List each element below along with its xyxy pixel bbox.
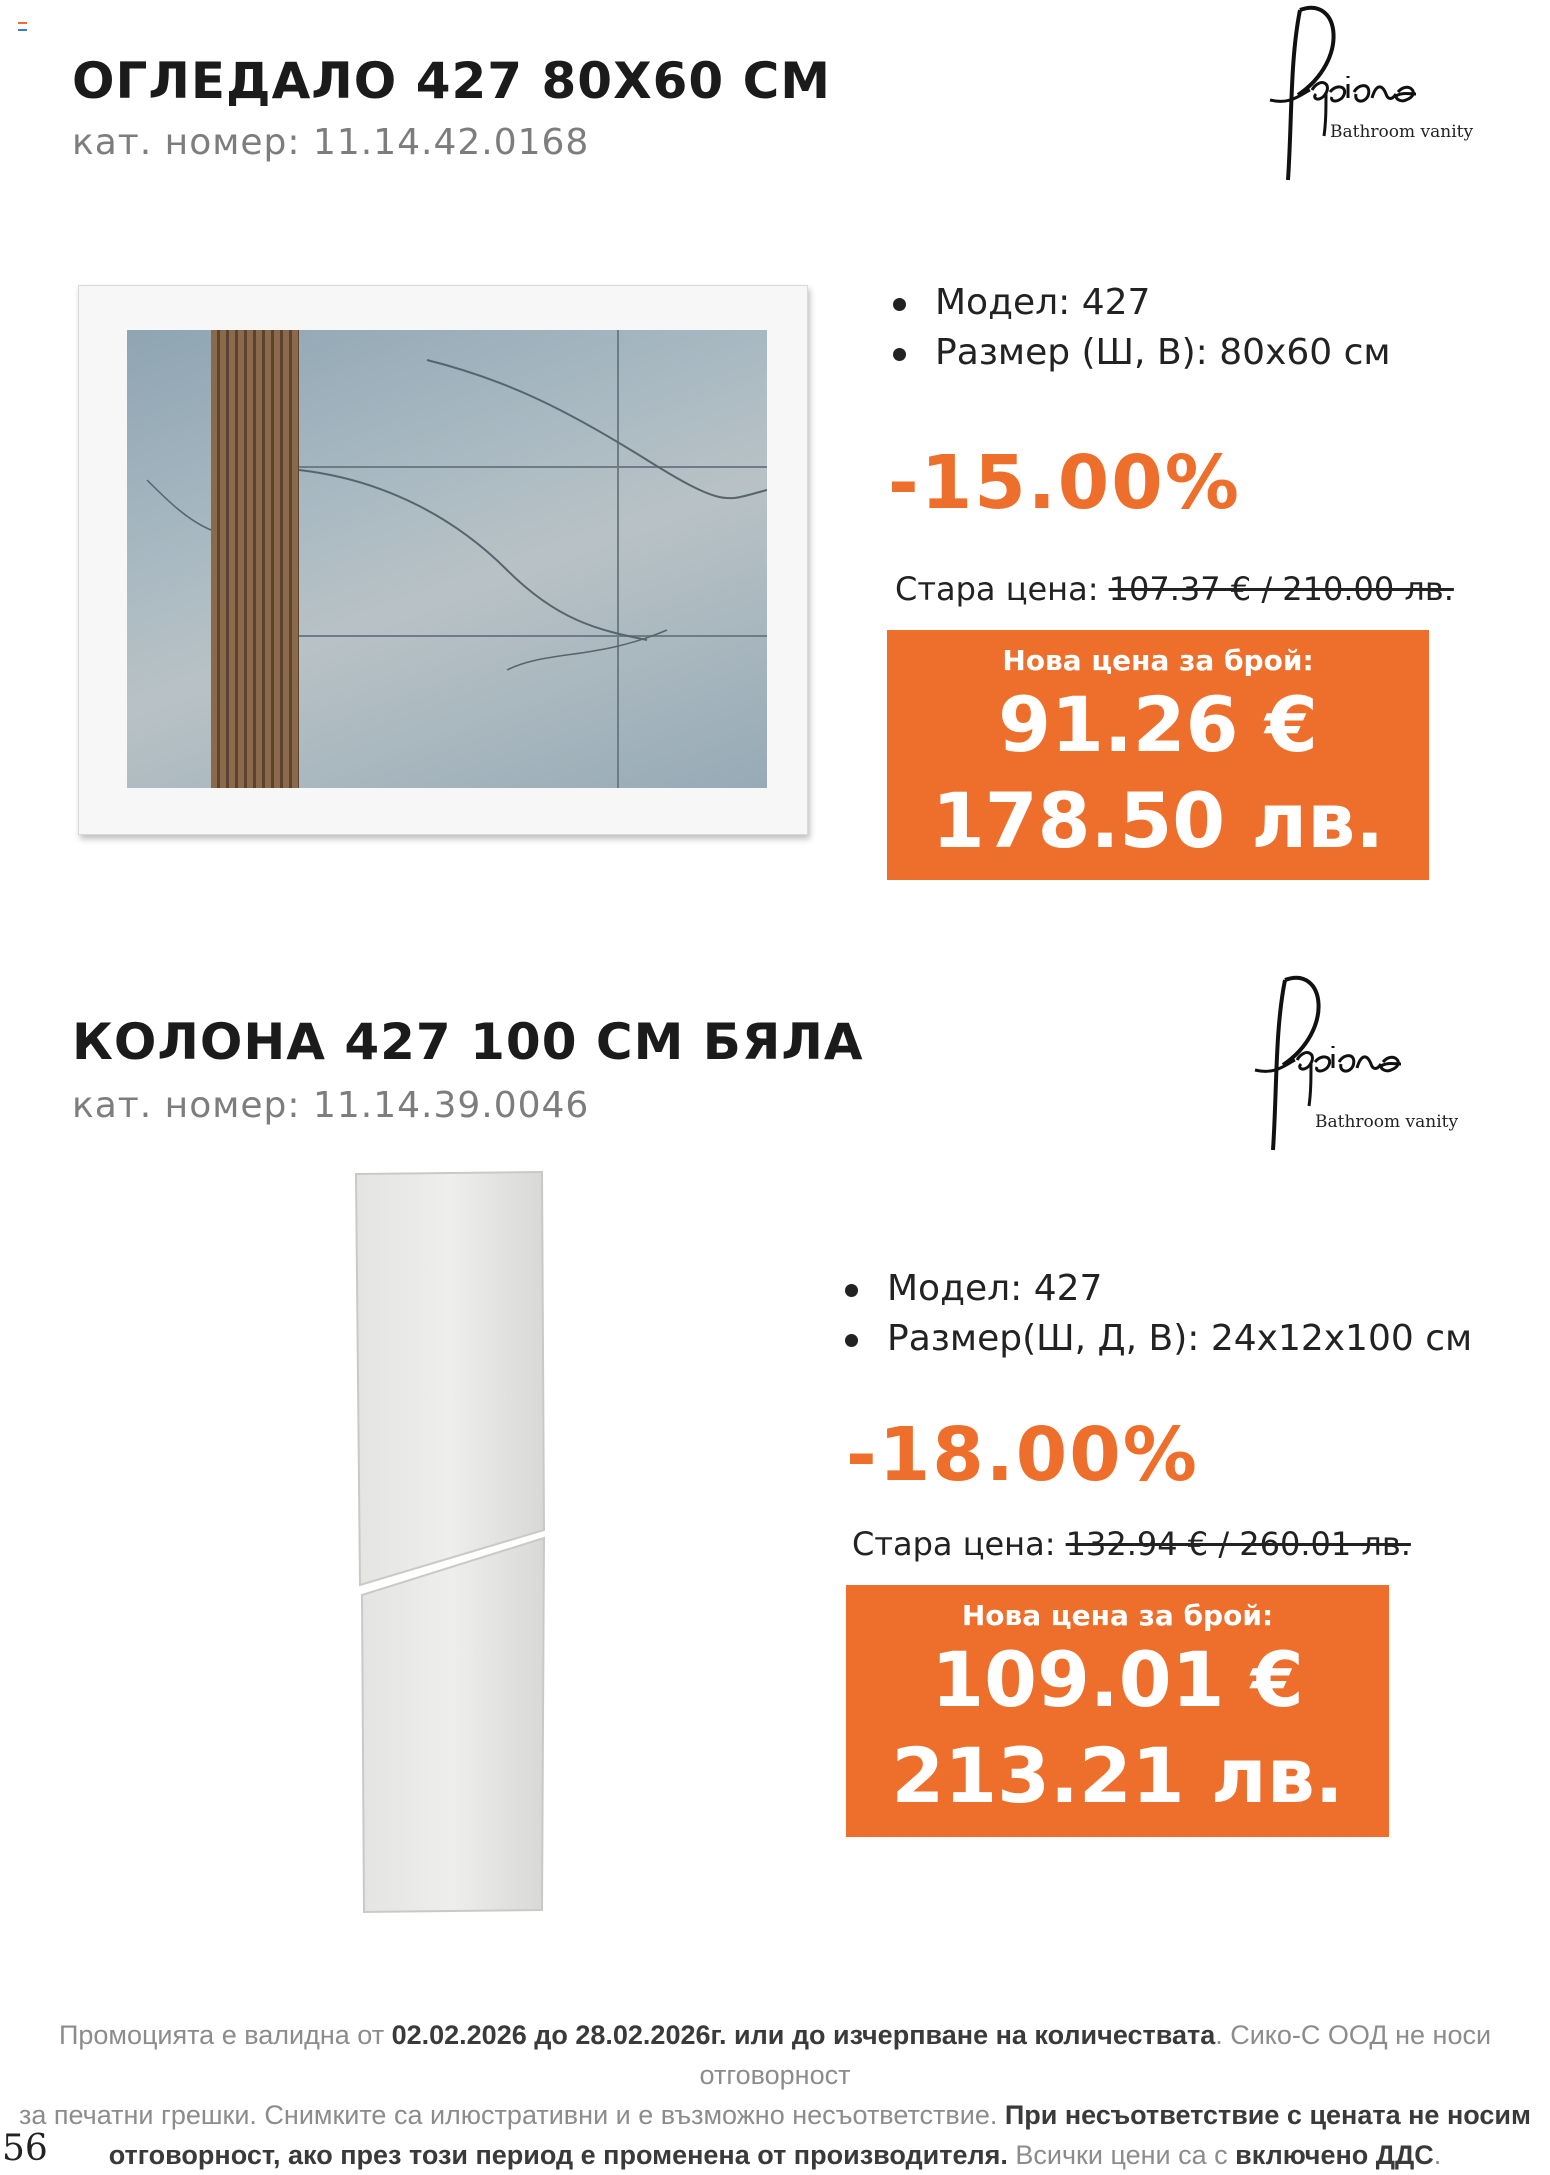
new-price-box: [846, 1585, 1389, 1837]
spec-item: Размер (Ш, В): 80x60 см: [885, 328, 1391, 378]
footer-text: Промоцията е валидна от: [58, 2020, 392, 2050]
new-price-bgn: 178.50 лв.: [931, 776, 1385, 865]
footer-bold-text: 02.02.2026 до 28.02.2026г. или до изчерпване на количествата: [391, 2020, 1216, 2050]
old-price-label: Стара цена:: [852, 1525, 1066, 1563]
catalog-number: кат. номер: 11.14.39.0046: [72, 1085, 590, 1126]
product-title: КОЛОНА 427 100 СМ БЯЛА: [72, 1013, 864, 1071]
mirror-reflection: [127, 330, 767, 788]
spec-item: Модел: 427: [885, 278, 1391, 328]
logo-subtitle: Bathroom vanity: [1315, 1112, 1459, 1132]
discount-badge: -18.00%: [846, 1412, 1199, 1498]
footer-bold-text: При несъответствие с цената не носим: [1004, 2100, 1531, 2130]
old-price-value: 132.94 € / 260.01 лв.: [1065, 1525, 1411, 1563]
footer-bold-text: отговорност, ако през този период е променена от производителя.: [108, 2140, 1008, 2170]
brand-logo: [1230, 0, 1510, 185]
old-price: [895, 570, 1454, 608]
product-title: ОГЛЕДАЛО 427 80X60 СМ: [72, 52, 832, 110]
new-price-bgn: 213.21 лв.: [891, 1731, 1344, 1820]
corner-marker: [18, 22, 27, 31]
spec-item: Размер(Ш, Д, В): 24x12x100 см: [837, 1314, 1472, 1364]
marble-veins: [127, 330, 767, 788]
old-price-value: 107.37 € / 210.00 лв.: [1108, 570, 1454, 608]
new-price-box: [887, 630, 1429, 880]
column-cabinet-image: [350, 1170, 550, 1915]
new-price-eur: 109.01 €: [931, 1635, 1304, 1724]
old-price: [852, 1525, 1411, 1563]
footer-disclaimer: [0, 2015, 1550, 2175]
footer-text: Всички цени са с: [1007, 2140, 1236, 2170]
new-price-label: Нова цена за брой:: [1002, 644, 1314, 677]
discount-badge: -15.00%: [888, 440, 1241, 526]
footer-text: за печатни грешки. Снимките са илюстративни и е възможно несъответствие.: [19, 2100, 1005, 2130]
footer-line-1: [0, 2015, 1550, 2095]
brand-logo: [1215, 970, 1495, 1155]
logo-subtitle: Bathroom vanity: [1330, 122, 1474, 142]
logo-graphic: [1230, 0, 1510, 185]
mirror-image: [78, 285, 808, 835]
new-price-eur: 91.26 €: [998, 680, 1318, 769]
cabinet-graphic: [350, 1170, 550, 1915]
footer-text: .: [1433, 2140, 1442, 2170]
catalog-number: кат. номер: 11.14.42.0168: [72, 122, 590, 163]
old-price-label: Стара цена:: [895, 570, 1109, 608]
page-number: 56: [2, 2128, 48, 2169]
new-price-label: Нова цена за брой:: [961, 1599, 1274, 1632]
footer-line-2: [0, 2095, 1550, 2135]
spec-item: Модел: 427: [837, 1264, 1472, 1314]
spec-list: [885, 278, 1391, 378]
footer-text: . Сико-С ООД не носи отговорност: [699, 2020, 1492, 2090]
spec-list: [837, 1264, 1472, 1364]
footer-bold-text: включено ДДС: [1235, 2140, 1434, 2170]
footer-line-3: [0, 2135, 1550, 2175]
